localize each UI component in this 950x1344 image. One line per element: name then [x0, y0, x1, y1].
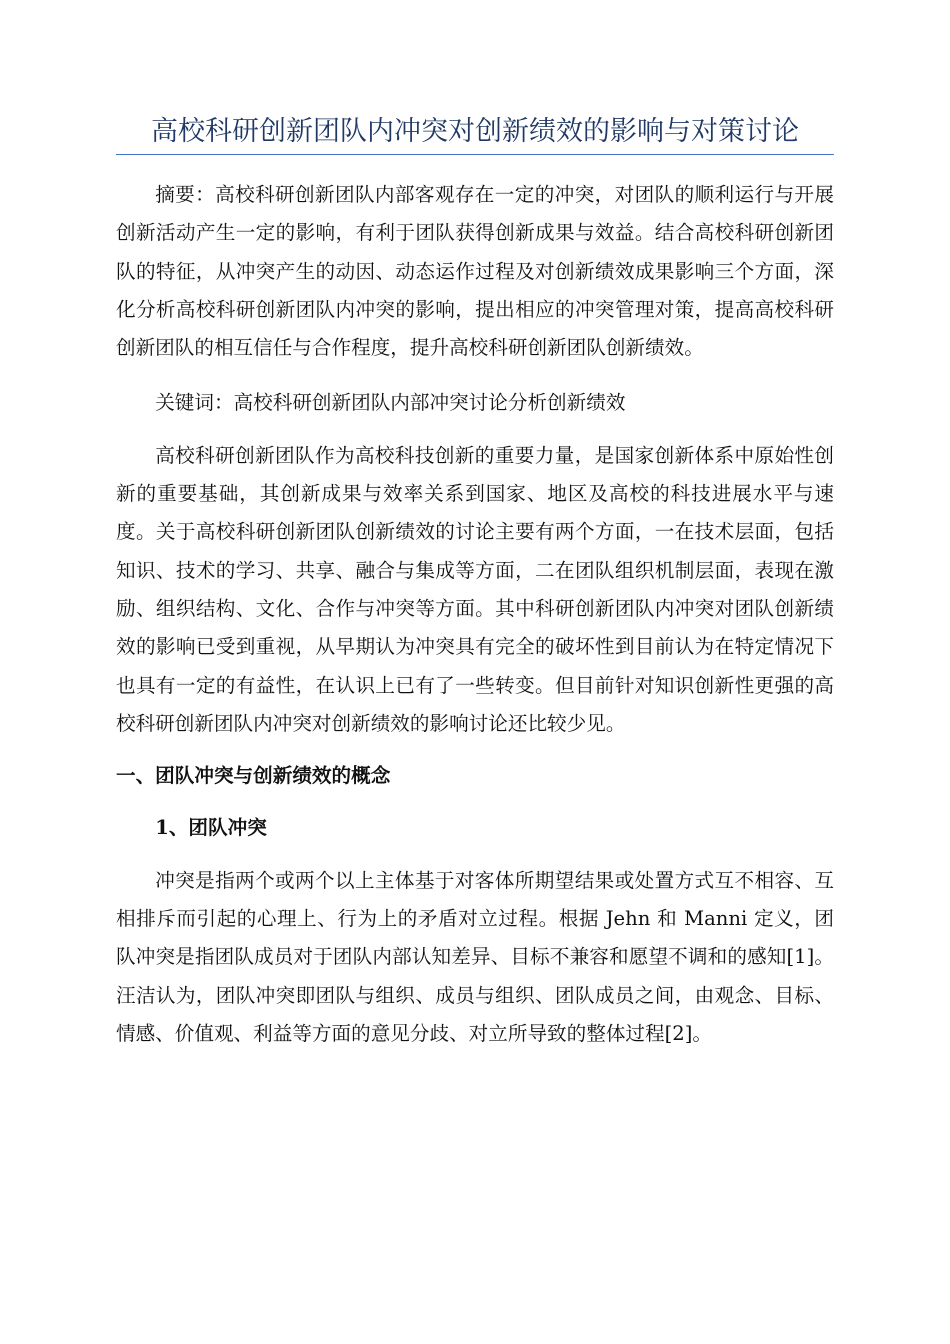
- document-page: [116, 112, 834, 1053]
- keywords-paragraph: 关键词：高校科研创新团队内部冲突讨论分析创新绩效: [155, 391, 626, 415]
- document-title: 高校科研创新团队内冲突对创新绩效的影响与对策讨论: [116, 112, 834, 155]
- abstract-paragraph: 摘要：高校科研创新团队内部客观存在一定的冲突，对团队的顺利运行与开展创新活动产生一定的影响，有利于团队获得创新成果与效益。结合高校科研创新团队的特征，从冲突产生的动因、动态运作过程及对创新绩效成果影响三个方面，深化分析高校科研创新团队内冲突的影响，提出相应的冲突管理对策，提高高校科研创新团队的相互信任与合作程度，提升高校科研创新团队创新绩效。: [116, 183, 834, 360]
- subsection-heading: 1、团队冲突: [155, 816, 267, 840]
- section-heading: 一、团队冲突与创新绩效的概念: [116, 764, 391, 788]
- conflict-definition-paragraph: 冲突是指两个或两个以上主体基于对客体所期望结果或处置方式互不相容、互相排斥而引起的心理上、行为上的矛盾对立过程。根据 Jehn 和 Manni 定义，团队冲突是指团队成员对于团队内部认知差异、目标不兼容和愿望不调和的感知[1]。汪洁认为，团队冲突即团队与组织、成员与组织、团队成员之间，由观念、目标、情感、价值观、利益等方面的意见分歧、对立所导致的整体过程[2]。: [116, 868, 834, 1045]
- introduction-paragraph: 高校科研创新团队作为高校科技创新的重要力量，是国家创新体系中原始性创新的重要基础，其创新成果与效率关系到国家、地区及高校的科技进展水平与速度。关于高校科研创新团队创新绩效的讨论主要有两个方面，一在技术层面，包括知识、技术的学习、共享、融合与集成等方面，二在团队组织机制层面，表现在激励、组织结构、文化、合作与冲突等方面。其中科研创新团队内冲突对团队创新绩效的影响已受到重视，从早期认为冲突具有完全的破坏性到目前认为在特定情况下也具有一定的有益性，在认识上已有了一些转变。但目前针对知识创新性更强的高校科研创新团队内冲突对创新绩效的影响讨论还比较少见。: [116, 443, 834, 735]
